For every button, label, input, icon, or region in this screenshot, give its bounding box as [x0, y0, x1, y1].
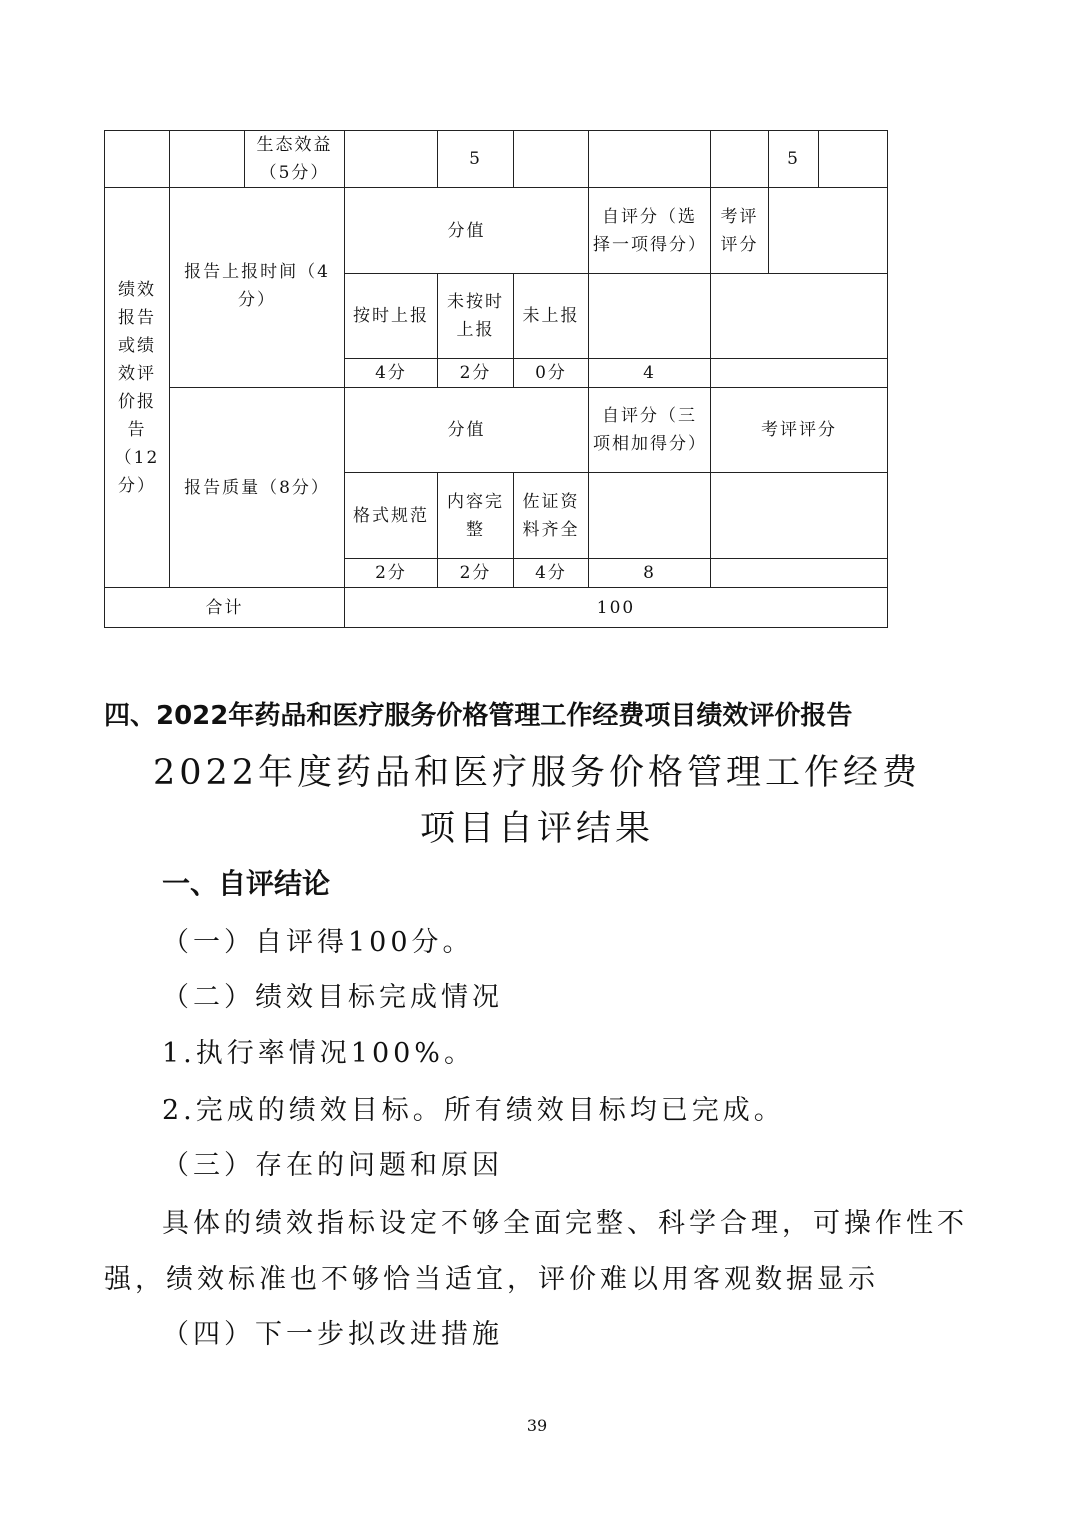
table-cell: 5 — [769, 131, 819, 188]
paragraph: 1.执行率情况100%。 — [162, 1038, 475, 1069]
section-heading: 四、2022年药品和医疗服务价格管理工作经费项目绩效评价报告 — [104, 701, 853, 731]
table-cell: 4 — [589, 359, 711, 388]
paragraph: （二）绩效目标完成情况 — [162, 982, 503, 1013]
self-score-header: 自评分（选择一项得分） — [589, 188, 711, 274]
table-cell: 未上报 — [514, 274, 589, 359]
table-row — [105, 131, 888, 188]
page-number: 39 — [526, 1416, 548, 1435]
review-score-header: 考评评分 — [711, 188, 769, 274]
paragraph: （一）自评得100分。 — [162, 927, 474, 958]
evaluation-table — [104, 130, 888, 628]
table-cell: 2分 — [345, 559, 438, 588]
table-cell: 佐证资料齐全 — [514, 473, 589, 559]
paragraph: （三）存在的问题和原因 — [162, 1150, 503, 1181]
table-cell: 按时上报 — [345, 274, 438, 359]
paragraph: 强，绩效标准也不够恰当适宜，评价难以用客观数据显示 — [104, 1264, 879, 1295]
table-row-total — [105, 588, 888, 628]
report-quality-label: 报告质量（8分） — [170, 388, 345, 588]
table-cell: 4分 — [345, 359, 438, 388]
paragraph: 2.完成的绩效目标。所有绩效目标均已完成。 — [162, 1095, 785, 1126]
page-title-line1: 2022年度药品和医疗服务价格管理工作经费 — [152, 753, 922, 793]
table-cell: 5 — [438, 131, 514, 188]
table-cell: 2分 — [438, 559, 514, 588]
report-time-label: 报告上报时间（4分） — [170, 188, 345, 388]
table-cell: 2分 — [438, 359, 514, 388]
table-cell: 0分 — [514, 359, 589, 388]
perf-report-label: 绩效报告或绩效评价报告（12分） — [105, 188, 170, 588]
table-row — [105, 388, 888, 473]
subsection-heading: 一、自评结论 — [162, 867, 331, 900]
total-value: 100 — [345, 588, 888, 628]
page-title-line2: 项目自评结果 — [419, 809, 654, 849]
table-row — [105, 188, 888, 274]
table-cell: 内容完整 — [438, 473, 514, 559]
table-cell: 未按时上报 — [438, 274, 514, 359]
table-cell: 格式规范 — [345, 473, 438, 559]
table-cell: 4分 — [514, 559, 589, 588]
total-label: 合计 — [105, 588, 345, 628]
review-score-header: 考评评分 — [711, 388, 888, 473]
paragraph: （四）下一步拟改进措施 — [162, 1319, 503, 1350]
table-cell: 8 — [589, 559, 711, 588]
score-value-header: 分值 — [345, 188, 589, 274]
self-score-header: 自评分（三项相加得分） — [589, 388, 711, 473]
paragraph: 具体的绩效指标设定不够全面完整、科学合理，可操作性不 — [162, 1208, 968, 1239]
table-cell: 生态效益（5分） — [245, 131, 345, 188]
score-value-header: 分值 — [345, 388, 589, 473]
